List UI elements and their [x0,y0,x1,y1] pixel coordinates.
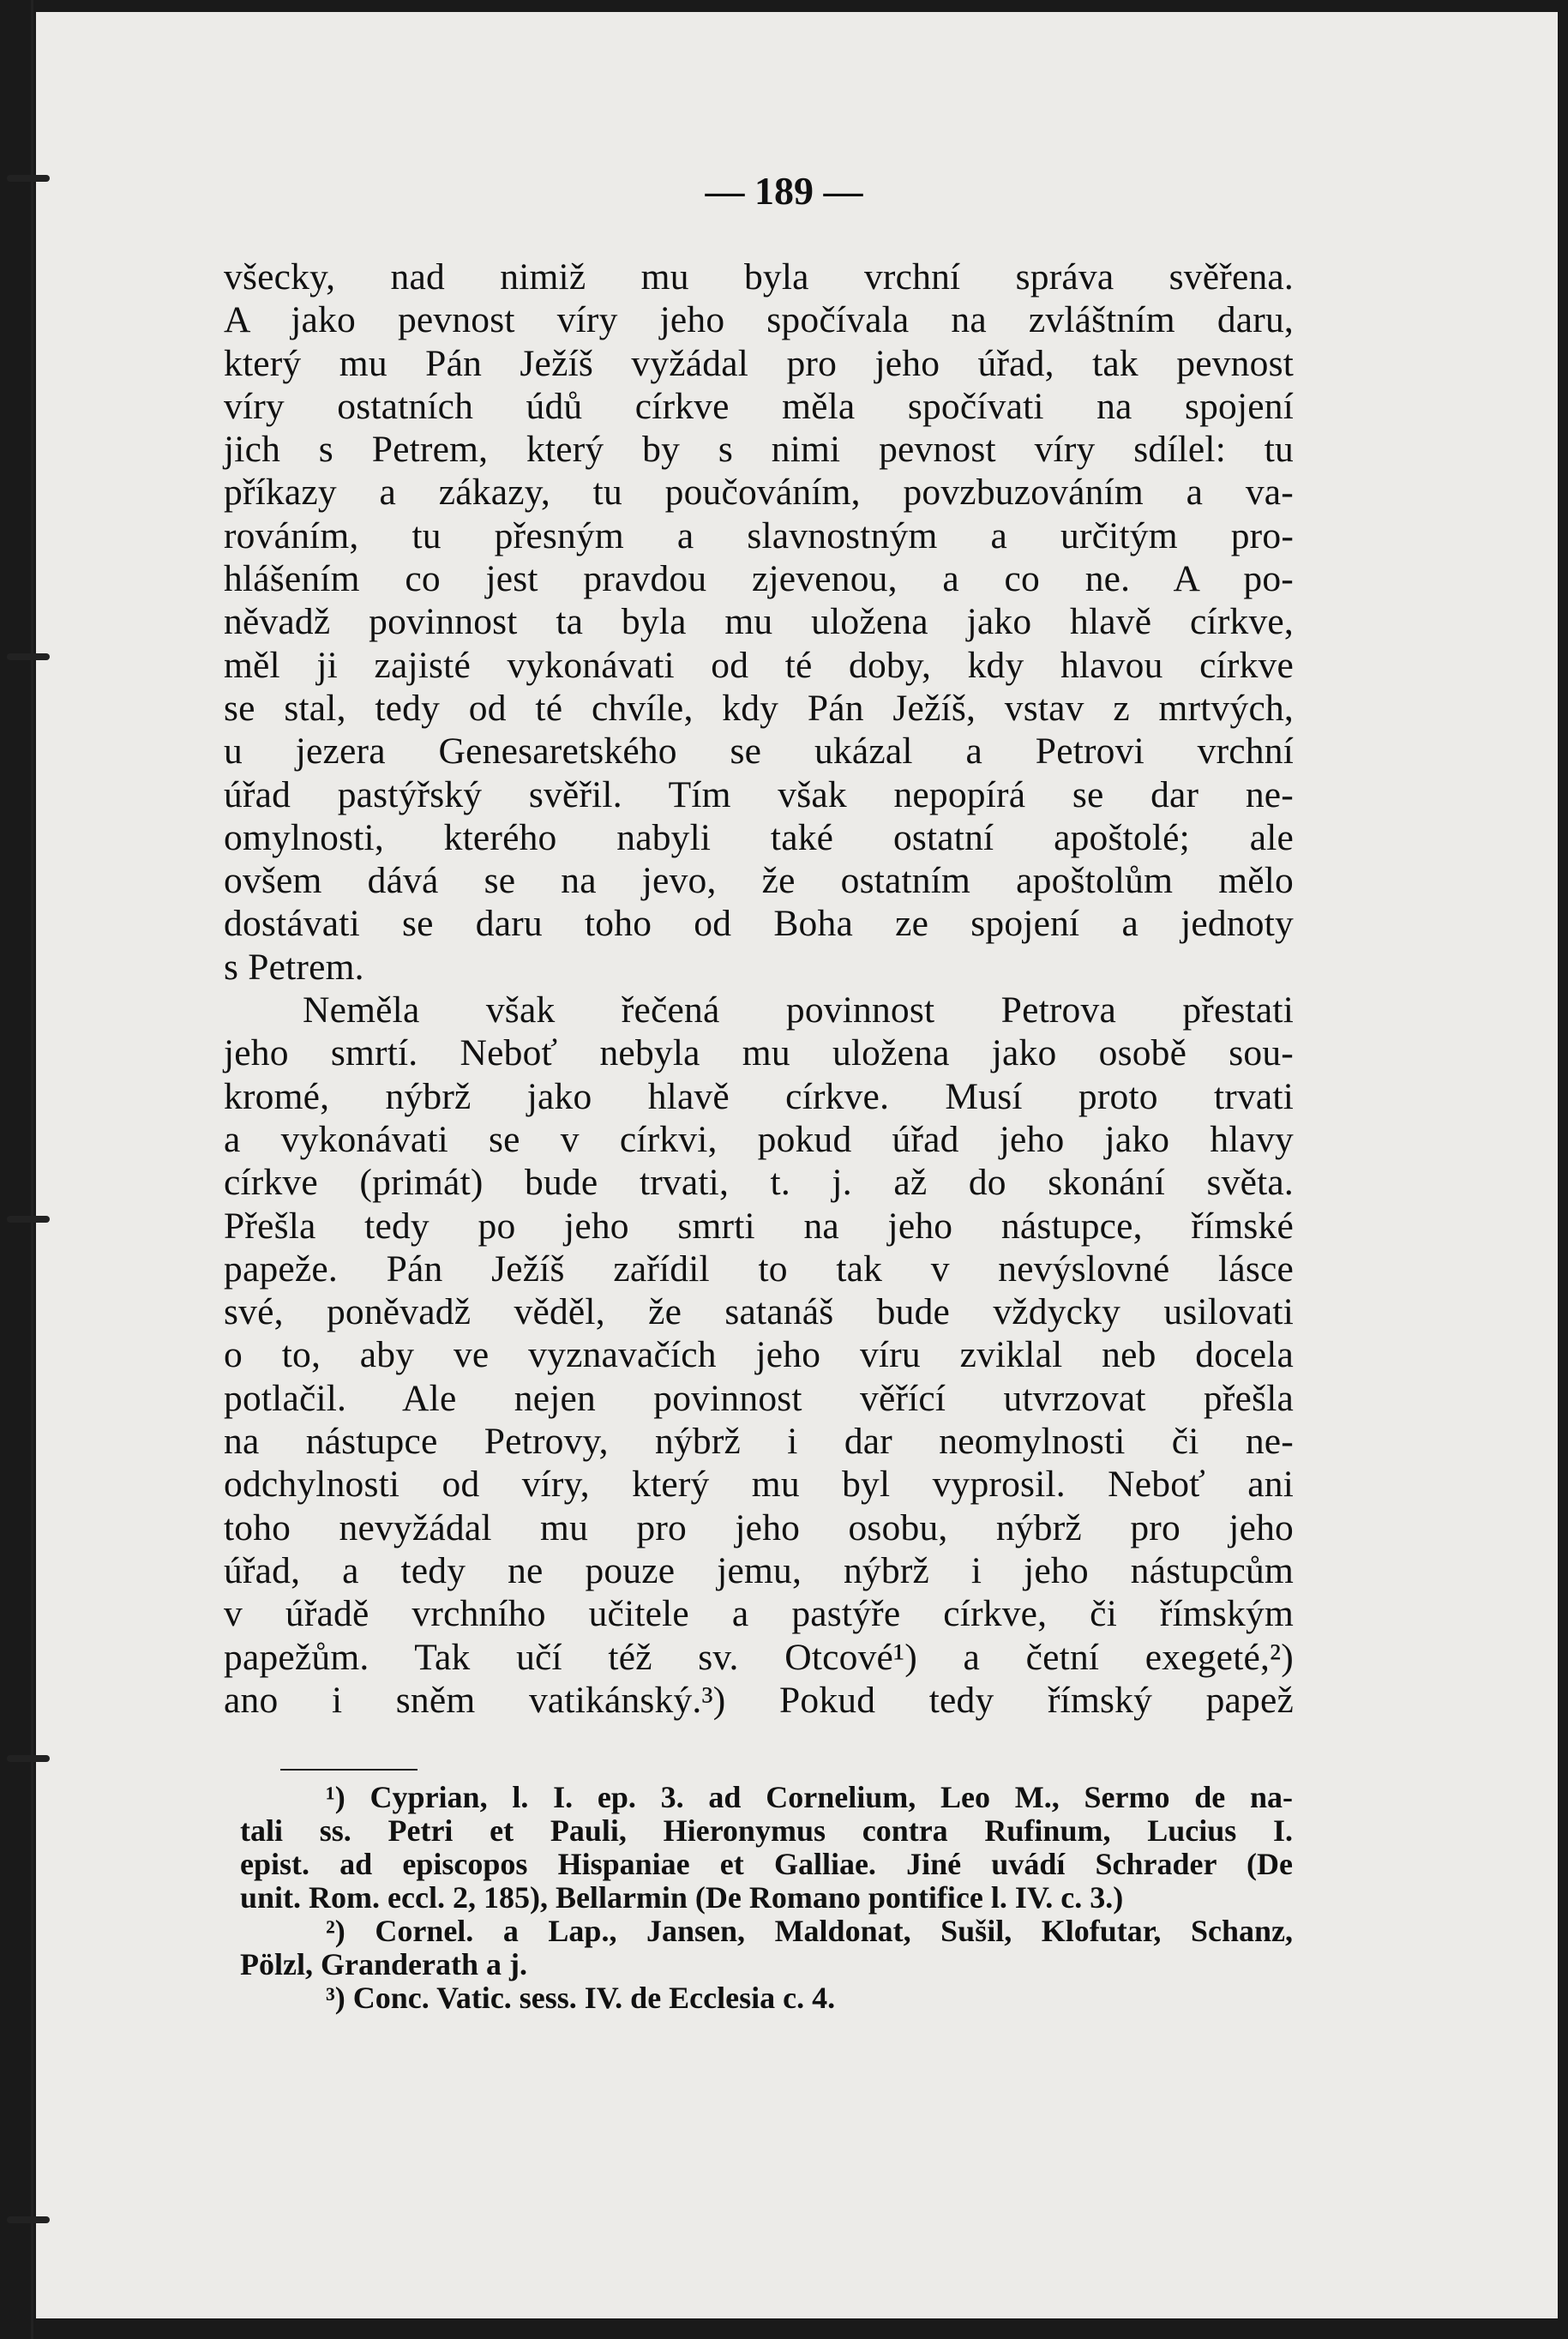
text-line: o to, aby ve vyznavačích jeho víru zviklal neb docela [224,1334,1294,1376]
text-line: Neměla však řečená povinnost Petrova přestati [303,989,1294,1031]
text-line: víry ostatních údů církve měla spočívati na spojení [224,385,1294,427]
text-line: papeže. Pán Ježíš zařídil to tak v nevýslovné lásce [224,1248,1294,1290]
text-line: ovšem dává se na jevo, že ostatním apoštolům mělo [224,860,1294,902]
text-line: měl ji zajisté vykonávati od té doby, kdy hlavou církve [224,644,1294,686]
footnote-line: epist. ad episcopos Hispaniae et Galliae. Jiné uvádí Schrader (De [240,1847,1293,1881]
footnote-line: unit. Rom. eccl. 2, 185), Bellarmin (De Romano pontifice l. IV. c. 3.) [240,1880,1124,1915]
text-line: něvadž povinnost ta byla mu uložena jako hlavě církve, [224,601,1294,643]
text-line: kromé, nýbrž jako hlavě církve. Musí proto trvati [224,1075,1294,1117]
footnote-line: Pölzl, Granderath a j. [240,1947,527,1981]
binding-mark [7,2215,50,2225]
text-line: na nástupce Petrovy, nýbrž i dar neomylnosti či ne- [224,1421,1294,1463]
text-line: s Petrem. [224,946,364,988]
text-line: své, poněvadž věděl, že satanáš bude vždycky usilovati [224,1291,1294,1333]
text-line: u jezera Genesaretského se ukázal a Petrovi vrchní [224,731,1294,773]
page-number: — 189 — [705,169,863,213]
footnote-separator [280,1769,418,1771]
text-line: příkazy a zákazy, tu poučováním, povzbuzováním a va- [224,472,1294,514]
footnote-line: ³) Conc. Vatic. sess. IV. de Ecclesia c. 4. [326,1981,836,2015]
text-line: jeho smrtí. Neboť nebyla mu uložena jako osobě sou- [224,1032,1294,1074]
text-line: toho nevyžádal mu pro jeho osobu, nýbrž pro jeho [224,1506,1294,1548]
text-line: hlášením co jest pravdou zjevenou, a co ne. A po- [224,558,1294,600]
text-line: papežům. Tak učí též sv. Otcové¹) a četní exegeté,²) [224,1636,1294,1678]
text-line: v úřadě vrchního učitele a pastýře církve, či římským [224,1593,1294,1635]
footnote-line: tali ss. Petri et Pauli, Hieronymus contra Rufinum, Lucius I. [240,1813,1293,1848]
text-line: Přešla tedy po jeho smrti na jeho nástupce, římské [224,1205,1294,1247]
text-line: omylnosti, kterého nabyli také ostatní apoštolé; ale [224,816,1294,858]
footnotes [240,1781,1293,2015]
text-line: se stal, tedy od té chvíle, kdy Pán Ježíš, vstav z mrtvých, [224,687,1294,729]
text-line: úřad, a tedy ne pouze jemu, nýbrž i jeho nástupcům [224,1549,1294,1591]
text-line: církve (primát) bude trvati, t. j. až do skonání světa. [224,1162,1294,1204]
text-line: který mu Pán Ježíš vyžádal pro jeho úřad, tak pevnost [224,342,1294,384]
text-line: potlačil. Ale nejen povinnost věřící utvrzovat přešla [224,1377,1294,1419]
text-line: a vykonávati se v církvi, pokud úřad jeho jako hlavy [224,1118,1294,1160]
text-line: jich s Petrem, který by s nimi pevnost víry sdílel: tu [224,429,1294,471]
text-line: všecky, nad nimiž mu byla vrchní správa svěřena. [224,256,1294,298]
binding-line [31,0,33,2339]
text-line: odchylnosti od víry, který mu byl vyprosil. Neboť ani [224,1464,1294,1506]
footnote-line: ²) Cornel. a Lap., Jansen, Maldonat, Sušil, Klofutar, Schanz, [326,1914,1293,1948]
text-line: úřad pastýřský svěřil. Tím však nepopírá se dar ne- [224,773,1294,815]
binding-mark [7,1753,50,1764]
footnote-line: ¹) Cyprian, l. I. ep. 3. ad Cornelium, Leo M., Sermo de na- [326,1780,1293,1814]
text-line: dostávati se daru toho od Boha ze spojení a jednoty [224,903,1294,945]
binding-mark [7,1214,50,1224]
text-line: A jako pevnost víry jeho spočívala na zvláštním daru, [224,299,1294,341]
body-text [224,256,1294,1722]
text-line: ano i sněm vatikánský.³) Pokud tedy římský papež [224,1679,1294,1721]
text-line: rováním, tu přesným a slavnostným a určitým pro- [224,514,1294,556]
binding-mark [7,652,50,662]
